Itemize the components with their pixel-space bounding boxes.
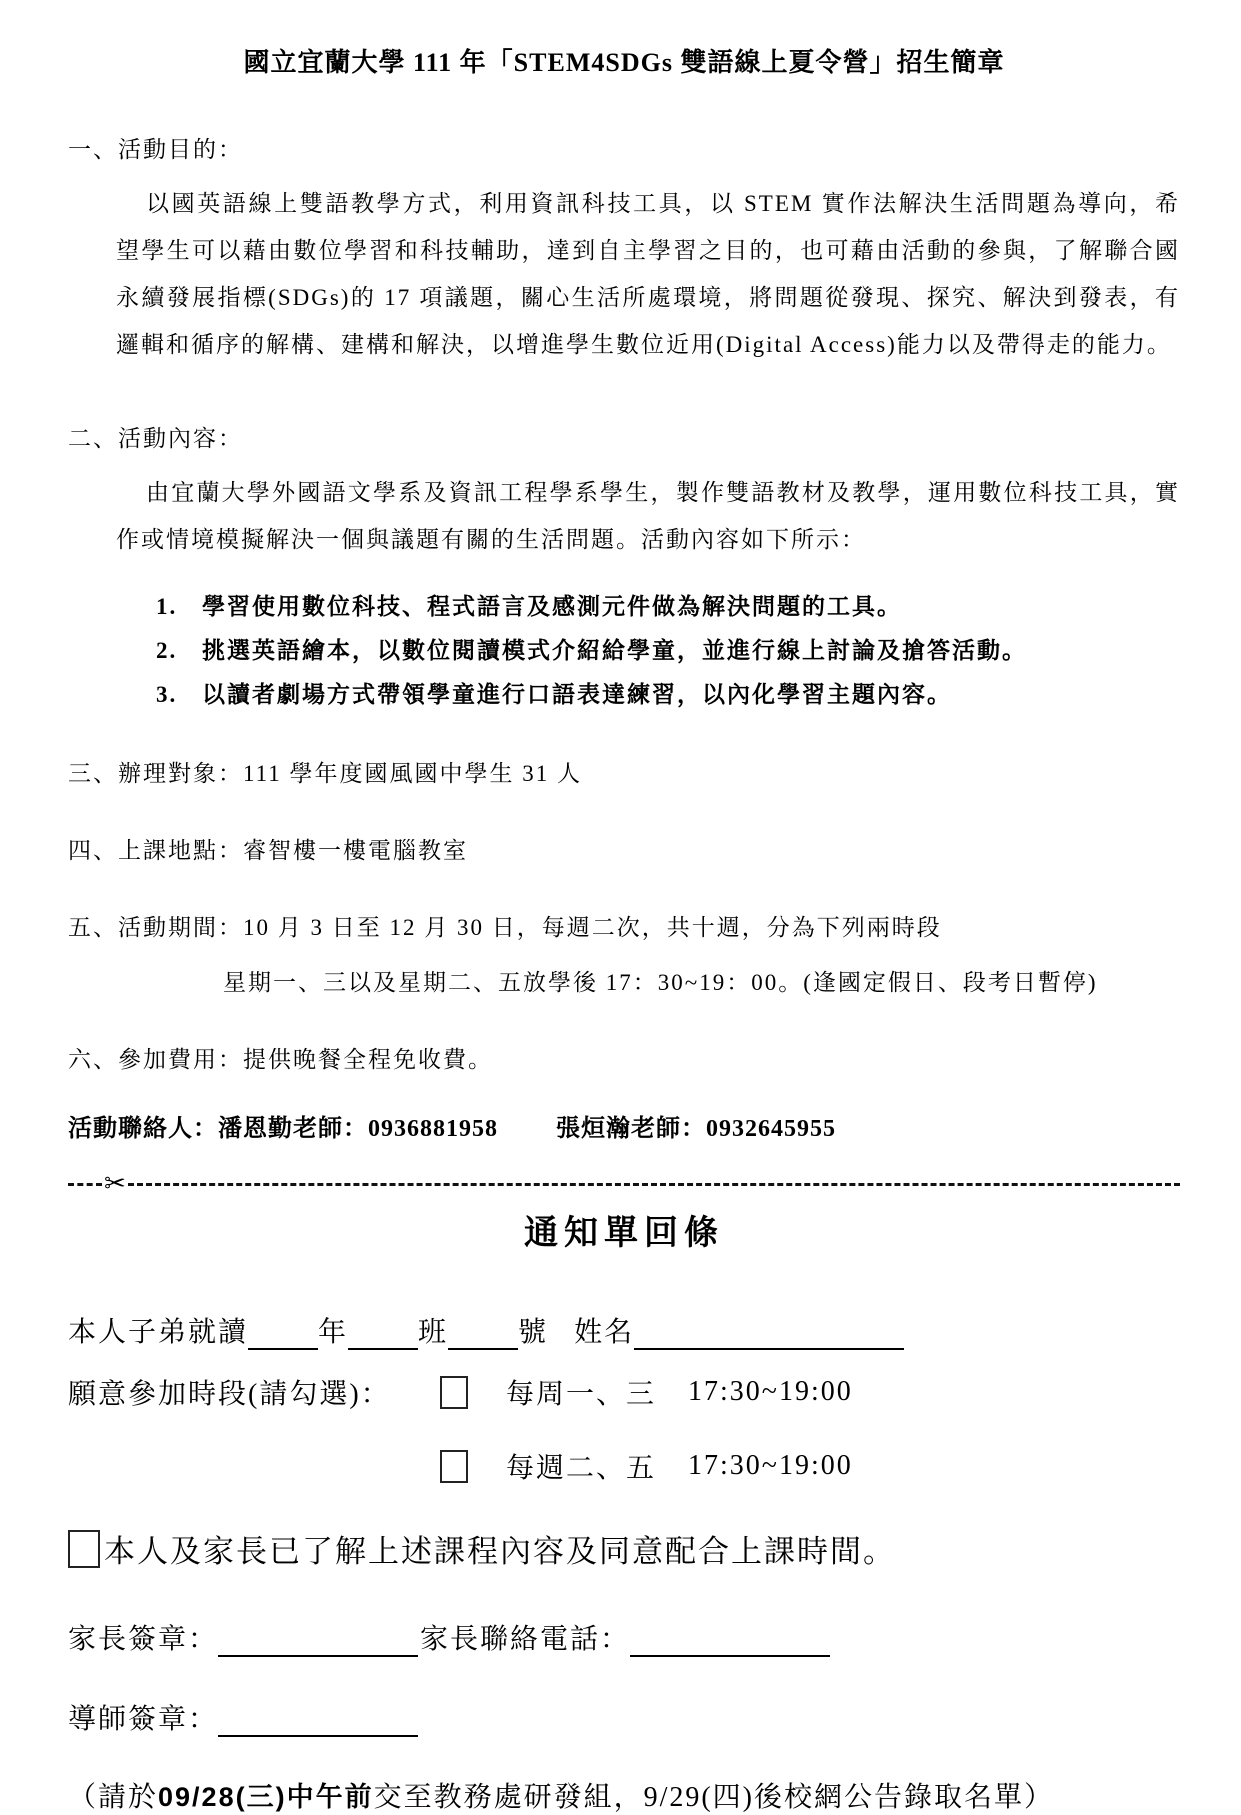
list-item-number: 3. xyxy=(156,682,178,707)
year-label: 年 xyxy=(318,1317,349,1348)
note-suffix: 交至教務處研發組，9/29(四)後校網公告錄取名單） xyxy=(373,1782,1055,1813)
parent-phone-blank-field xyxy=(630,1625,830,1657)
list-item-text: 以讀者劇場方式帶領學童進行口語表達練習，以內化學習主題內容。 xyxy=(202,682,952,707)
note-prefix: （請於 xyxy=(68,1782,159,1813)
timeslot-option-1-label: 每周一、三 xyxy=(506,1379,657,1410)
submission-note xyxy=(68,1775,1180,1815)
list-item-text: 挑選英語繪本，以數位閱讀模式介紹給學童，並進行線上討論及搶答活動。 xyxy=(202,638,1027,663)
section-1-heading: 一、活動目的： xyxy=(68,137,243,162)
timeslot-option-row-2 xyxy=(68,1446,1180,1486)
section-5-schedule-line: 星期一、三以及星期二、五放學後 17：30~19：00。(逢國定假日、段考日暫停) xyxy=(223,970,1098,995)
scissors-icon: ✂ xyxy=(104,1169,126,1198)
timeslot-option-2-time: 17:30~19:00 xyxy=(688,1450,853,1481)
section-3-line: 三、辦理對象：111 學年度國風國中學生 31 人 xyxy=(68,761,583,786)
teacher-signature-line xyxy=(68,1697,1180,1737)
list-item xyxy=(156,629,1180,673)
contact-person-1: 潘恩勤老師：0936881958 xyxy=(218,1116,498,1142)
timeslot-option-2-label: 每週二、五 xyxy=(506,1453,657,1484)
section-2-heading: 二、活動內容： xyxy=(68,426,243,451)
section-2-paragraph: 由宜蘭大學外國語文學系及資訊工程學系學生，製作雙語教材及教學，運用數位科技工具，實作或情境模擬解決一個與議題有關的生活問題。活動內容如下所示： xyxy=(116,480,1180,552)
student-info-line xyxy=(68,1310,1180,1350)
list-item-number: 2. xyxy=(156,638,178,663)
page-title: 國立宜蘭大學 111 年「STEM4SDGs 雙語線上夏令營」招生簡章 xyxy=(243,48,1005,77)
section-6-line: 六、參加費用：提供晚餐全程免收費。 xyxy=(68,1047,493,1072)
consent-row xyxy=(68,1526,1180,1571)
name-blank-field xyxy=(634,1318,904,1350)
list-item-text: 學習使用數位科技、程式語言及感測元件做為解決問題的工具。 xyxy=(202,594,902,619)
parent-signature-blank-field xyxy=(218,1625,418,1657)
section-4-line: 四、上課地點：睿智樓一樓電腦教室 xyxy=(68,838,468,863)
timeslot-option-1-time: 17:30~19:00 xyxy=(688,1376,853,1407)
consent-checkbox xyxy=(68,1530,100,1568)
timeslot-question-label: 願意參加時段(請勾選)： xyxy=(68,1379,391,1410)
parent-signature-line xyxy=(68,1617,1180,1657)
teacher-signature-blank-field xyxy=(218,1705,418,1737)
dashed-line xyxy=(128,1183,1180,1186)
section-1-paragraph: 以國英語線上雙語教學方式，利用資訊科技工具，以 STEM 實作法解決生活問題為導向，希望學生可以藉由數位學習和科技輔助，達到自主學習之目的，也可藉由活動的參與，了解聯合國永續發展指標(SDGs)的 17 項議題，關心生活所處環境，將問題從發現、探究、解決到發表，有邏輯和循序的解構、建構和解決，以增進學生數位近用(Digital Access)能力以及帶得走的能力。 xyxy=(116,191,1180,357)
timeslot-option-row-1 xyxy=(68,1372,1180,1412)
year-blank-field xyxy=(248,1318,318,1350)
list-item xyxy=(156,673,1180,717)
consent-text: 本人及家長已了解上述課程內容及同意配合上課時間。 xyxy=(104,1534,896,1569)
contact-label: 活動聯絡人： xyxy=(68,1116,218,1142)
section-5-line: 五、活動期間：10 月 3 日至 12 月 30 日，每週二次，共十週，分為下列兩時段 xyxy=(68,915,942,940)
student-info-prefix: 本人子弟就讀 xyxy=(68,1317,249,1348)
class-blank-field xyxy=(348,1318,418,1350)
contact-person-2: 張烜瀚老師：0932645955 xyxy=(556,1116,836,1142)
contact-line xyxy=(68,1108,1180,1143)
teacher-signature-label: 導師簽章： xyxy=(68,1704,219,1735)
parent-signature-label: 家長簽章： xyxy=(68,1624,219,1655)
activity-list xyxy=(156,585,1180,717)
class-label: 班 xyxy=(418,1317,449,1348)
dashed-line xyxy=(68,1183,102,1186)
timeslot-checkbox-1 xyxy=(440,1376,468,1409)
timeslot-checkbox-2 xyxy=(440,1450,468,1483)
list-item-number: 1. xyxy=(156,594,178,619)
reply-slip-title: 通知單回條 xyxy=(524,1215,724,1252)
cut-here-line xyxy=(68,1171,1180,1197)
number-label: 號 xyxy=(518,1317,549,1348)
number-blank-field xyxy=(448,1318,518,1350)
note-deadline: 09/28(三)中午前 xyxy=(158,1782,374,1812)
parent-phone-label: 家長聯絡電話： xyxy=(420,1624,631,1655)
list-item xyxy=(156,585,1180,629)
name-label: 姓名 xyxy=(574,1317,635,1348)
